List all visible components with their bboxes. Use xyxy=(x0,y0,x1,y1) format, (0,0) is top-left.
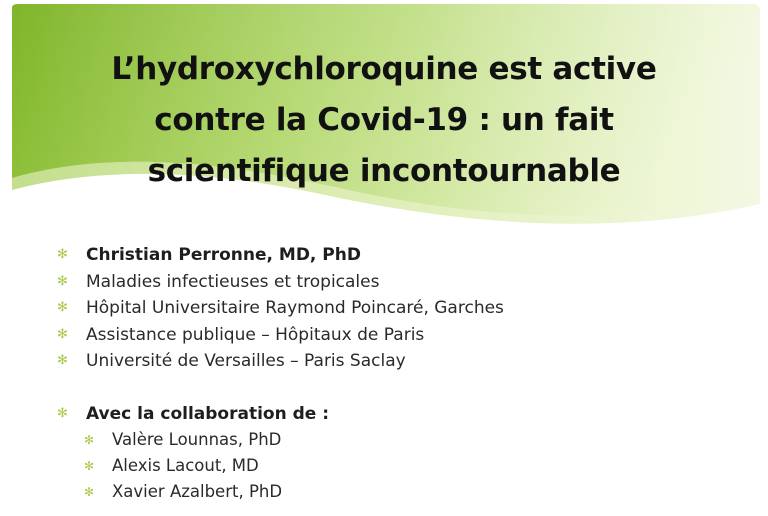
list-item xyxy=(56,242,746,269)
list-item xyxy=(56,401,746,428)
list-item xyxy=(56,479,746,505)
asterisk-bullet-icon: ✻ xyxy=(57,353,68,368)
slide-title xyxy=(40,44,728,197)
asterisk-bullet-icon: ✻ xyxy=(84,485,95,499)
author-name: Christian Perronne, MD, PhD xyxy=(86,245,361,265)
collaborator-list xyxy=(56,427,746,505)
asterisk-bullet-icon: ✻ xyxy=(57,405,68,421)
list-item xyxy=(56,453,746,479)
title-line-3: scientifique incontournable xyxy=(147,153,621,189)
asterisk-bullet-icon: ✻ xyxy=(57,326,68,342)
affiliation-text: Université de Versailles – Paris Saclay xyxy=(86,351,406,371)
asterisk-bullet-icon: ✻ xyxy=(57,247,68,262)
affiliation-text: Hôpital Universitaire Raymond Poincaré, Garches xyxy=(86,298,504,318)
asterisk-bullet-icon: ✻ xyxy=(57,300,68,315)
list-item xyxy=(56,322,746,349)
affiliation-text: Maladies infectieuses et tropicales xyxy=(86,271,380,292)
collaboration-heading: Avec la collaboration de : xyxy=(86,403,330,424)
collaborator-name: Alexis Lacout, MD xyxy=(112,456,259,475)
asterisk-bullet-icon: ✻ xyxy=(84,433,95,447)
affiliation-text: Assistance publique – Hôpitaux de Paris xyxy=(86,324,425,345)
asterisk-bullet-icon: ✻ xyxy=(84,459,95,473)
list-item xyxy=(56,348,746,375)
collaboration-list xyxy=(56,401,746,428)
list-item xyxy=(56,295,746,322)
asterisk-bullet-icon: ✻ xyxy=(57,273,68,289)
title-line-2: contre la Covid-19 : un fait xyxy=(154,102,614,138)
list-item xyxy=(56,427,746,453)
author-list xyxy=(56,242,746,375)
collaborator-name: Xavier Azalbert, PhD xyxy=(112,482,283,501)
slide-body xyxy=(56,242,746,505)
list-item xyxy=(56,269,746,296)
collaborator-name: Valère Lounnas, PhD xyxy=(112,430,282,449)
title-line-1: L’hydroxychloroquine est active xyxy=(111,51,657,87)
